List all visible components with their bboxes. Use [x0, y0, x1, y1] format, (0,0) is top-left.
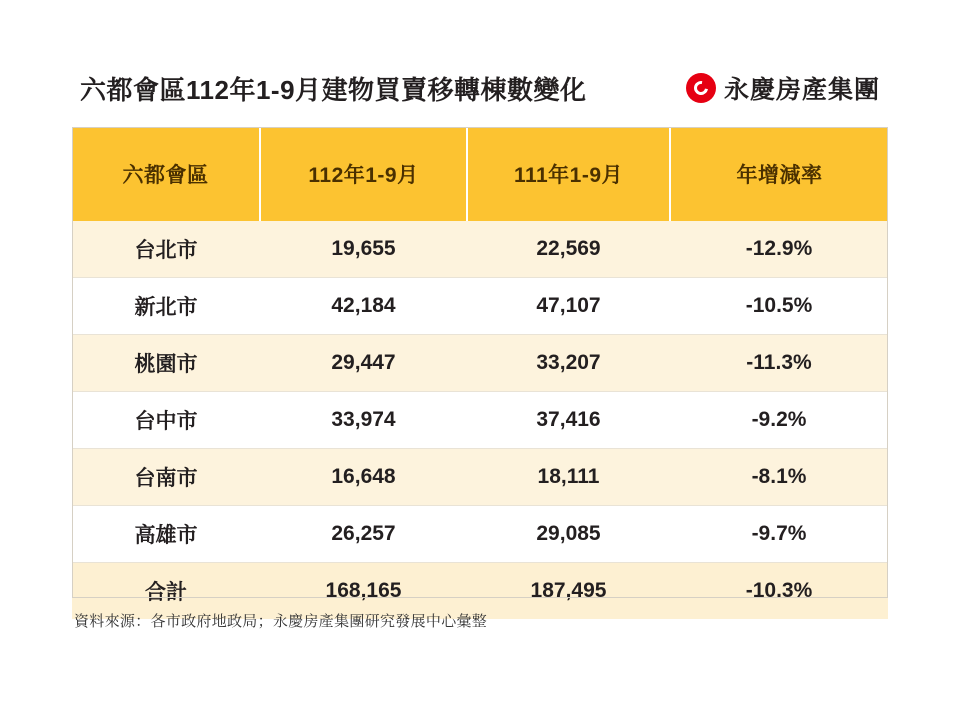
cell-y112: 26,257	[260, 506, 467, 563]
cell-area: 台北市	[72, 221, 260, 278]
header	[0, 62, 960, 114]
column-header-y111: 111年1-9月	[467, 127, 670, 221]
data-table-wrapper	[72, 127, 888, 619]
cell-area: 桃園市	[72, 335, 260, 392]
cell-y112: 16,648	[260, 449, 467, 506]
table-row	[72, 449, 888, 506]
cell-y112: 29,447	[260, 335, 467, 392]
table-row	[72, 392, 888, 449]
cell-y111: 22,569	[467, 221, 670, 278]
table-row	[72, 278, 888, 335]
brand-name: 永慶房產集團	[723, 76, 880, 104]
table-header-row	[72, 127, 888, 221]
cell-yoy: -9.7%	[670, 506, 888, 563]
page-title: 六都會區112年1-9月建物買賣移轉棟數變化	[80, 74, 587, 105]
cell-y112: 33,974	[260, 392, 467, 449]
yungching-logo-icon	[686, 73, 716, 103]
column-header-yoy: 年增減率	[670, 127, 888, 221]
table-row	[72, 221, 888, 278]
cell-y111: 29,085	[467, 506, 670, 563]
source-note: 資料來源：各市政府地政局；永慶房產集團研究發展中心彙整	[74, 613, 488, 630]
cell-y111: 187,495	[467, 563, 670, 620]
cell-y111: 33,207	[467, 335, 670, 392]
brand-logo	[686, 70, 880, 106]
cell-yoy: -8.1%	[670, 449, 888, 506]
cell-area: 合計	[72, 563, 260, 620]
cell-area: 台南市	[72, 449, 260, 506]
column-header-y112: 112年1-9月	[260, 127, 467, 221]
column-header-area: 六都會區	[72, 127, 260, 221]
cell-yoy: -10.3%	[670, 563, 888, 620]
table-row	[72, 335, 888, 392]
cell-yoy: -10.5%	[670, 278, 888, 335]
cell-area: 台中市	[72, 392, 260, 449]
data-table	[72, 127, 888, 619]
cell-yoy: -11.3%	[670, 335, 888, 392]
cell-yoy: -12.9%	[670, 221, 888, 278]
cell-y111: 37,416	[467, 392, 670, 449]
cell-yoy: -9.2%	[670, 392, 888, 449]
table-row	[72, 506, 888, 563]
cell-area: 高雄市	[72, 506, 260, 563]
cell-y111: 18,111	[467, 449, 670, 506]
cell-y112: 19,655	[260, 221, 467, 278]
cell-y111: 47,107	[467, 278, 670, 335]
cell-y112: 168,165	[260, 563, 467, 620]
cell-area: 新北市	[72, 278, 260, 335]
cell-y112: 42,184	[260, 278, 467, 335]
